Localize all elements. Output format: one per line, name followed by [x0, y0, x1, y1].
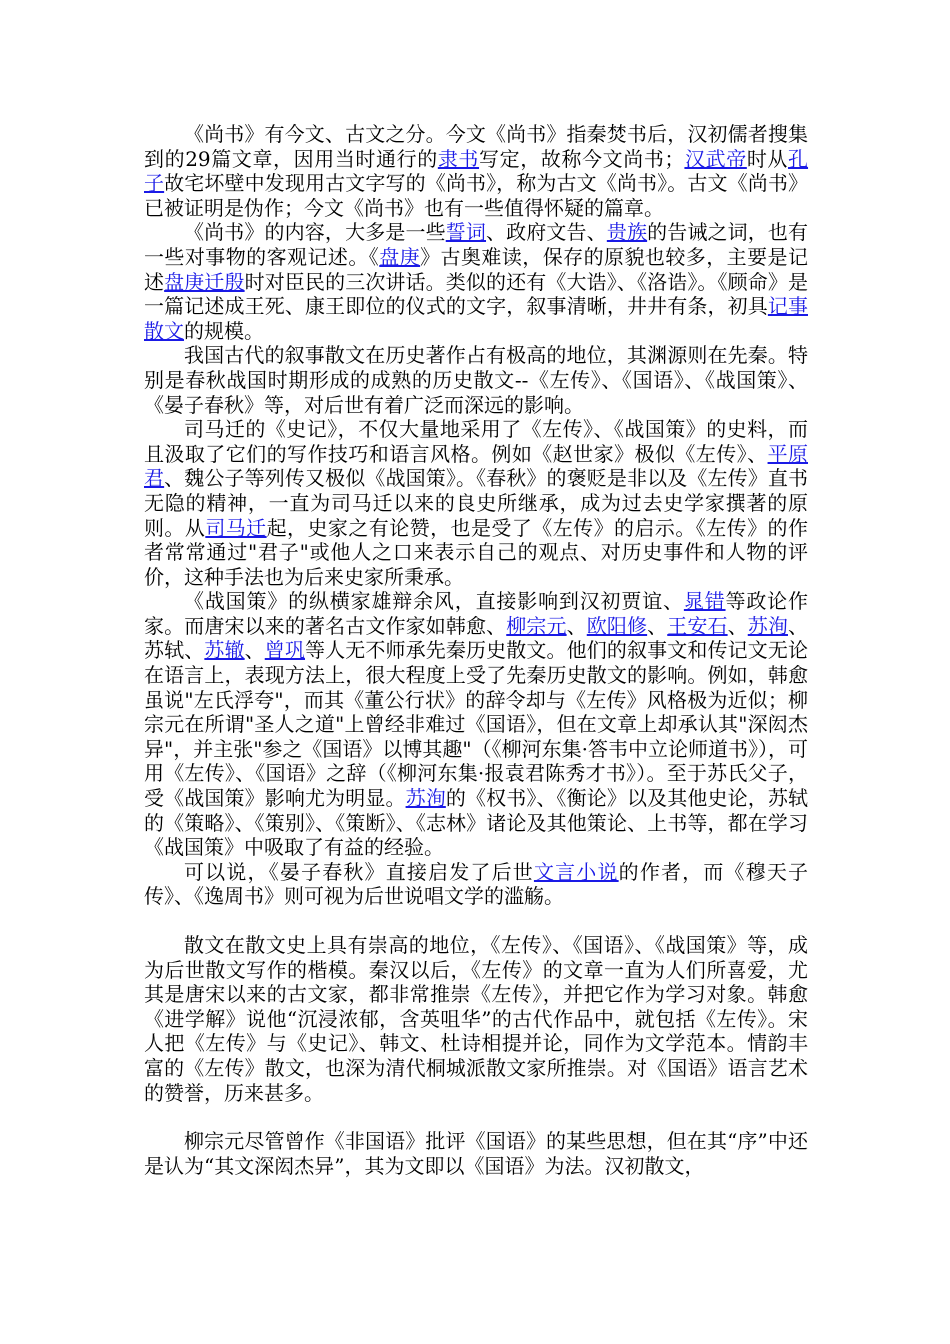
inline-link[interactable]: 孔子	[144, 146, 809, 196]
text-run: 、	[244, 638, 265, 663]
text-run: 时对臣民的三次讲话。类似的还有《大诰》、《洛诰》。《顾命》是一篇记述成王死、康王即位的仪式的文字，叙事清晰，井井有条，初具	[144, 269, 809, 319]
inline-link[interactable]: 王安石	[667, 613, 728, 638]
text-run: 、	[647, 613, 668, 638]
text-run: 、政府文告、	[486, 220, 607, 245]
paragraph	[144, 589, 808, 860]
paragraph	[144, 417, 808, 589]
text-run: 、苏轼、	[144, 613, 808, 663]
inline-link[interactable]: 誓词	[445, 220, 487, 245]
inline-link[interactable]: 贵族	[606, 220, 648, 245]
paragraph	[144, 860, 808, 909]
inline-link[interactable]: 汉武帝	[684, 146, 747, 171]
paragraph	[144, 933, 808, 1105]
inline-link[interactable]: 文言小说	[533, 859, 619, 884]
text-run: 、	[566, 613, 587, 638]
text-run: 我国古代的叙事散文在历史著作占有极高的地位，其渊源则在先秦。特别是春秋战国时期形成的成熟的历史散文--《左传》、《国语》、《战国策》、《晏子春秋》等，对后世有着广泛而深远的影响。	[144, 343, 808, 417]
inline-link[interactable]: 苏辙	[204, 638, 245, 663]
paragraph	[144, 220, 808, 343]
inline-link[interactable]: 司马迁	[205, 515, 267, 540]
inline-link[interactable]: 晁错	[683, 589, 726, 614]
text-run: 的告诫之词，也有一些对事物的客观记述。《	[144, 220, 809, 269]
text-run: 柳宗元尽管曾作《非国语》批评《国语》的某些思想，但在其“序”中还是认为“其文深闳杰异”，其为文即以《国语》为法。汉初散文，	[144, 1129, 808, 1178]
text-run: 《战国策》的纵横家雄辩余风，直接影响到汉初贾谊、	[184, 589, 684, 614]
inline-link[interactable]: 欧阳修	[586, 613, 648, 638]
text-run: 的作者，而《穆天子传》、《逸周书》则可视为后世说唱文学的滥觞。	[144, 859, 809, 909]
paragraph-gap	[144, 1105, 808, 1129]
inline-link[interactable]: 隶书	[437, 146, 480, 171]
paragraph-gap	[144, 909, 808, 933]
paragraph	[144, 122, 808, 220]
text-run: 的《权书》、《衡论》以及其他史论，苏轼的《策略》、《策别》、《策断》、《志林》诸论及其他策论、上书等，都在学习《战国策》中吸取了有益的经验。	[144, 786, 809, 860]
inline-link[interactable]: 平原君	[144, 441, 808, 491]
inline-link[interactable]: 苏洵	[405, 786, 446, 811]
text-run: 《尚书》的内容，大多是一些	[184, 220, 446, 245]
text-run: 司马迁的《史记》，不仅大量地采用了《左传》、《战国策》的史料，而且汲取了它们的写作技巧和语言风格。例如《赵世家》极似《左传》、	[144, 417, 808, 466]
text-run: 可以说，《晏子春秋》直接启发了后世	[184, 859, 534, 884]
inline-link[interactable]: 盘庚	[379, 244, 421, 269]
inline-link[interactable]: 记事散文	[144, 294, 808, 343]
text-run: 《尚书》有今文、古文之分。今文《尚书》指秦焚书后，汉初儒者搜集到的29篇文章，因用当时通行的	[144, 122, 808, 171]
text-run: 散文在散文史上具有崇高的地位，《左传》、《国语》、《战国策》等，成为后世散文写作的楷模。秦汉以后，《左传》的文章一直为人们所喜爱，尤其是唐宋以来的古文家，都非常推崇《左传》，并把它作为学习对象。韩愈《进学解》说他“沉浸浓郁，含英咀华”的古代作品中，就包括《左传》。宋人把《左传》与《史记》、韩文、杜诗相提并论，同作为文学范本。情韵丰富的《左传》散文，也深为清代桐城派散文家所推崇。对《国语》语言艺术的赞誉，历来甚多。	[144, 933, 808, 1105]
text-run: 、	[727, 613, 748, 638]
text-run: 的规模。	[184, 318, 264, 343]
inline-link[interactable]: 盘庚迁殷	[164, 269, 245, 294]
text-run: 起，史家之有论赞，也是受了《左传》的启示。《左传》的作者常常通过"君子"或他人之口来表示自己的观点、对历史事件和人物的评价，这种手法也为后来史家所秉承。	[144, 515, 808, 589]
text-run: 》古奥难读，保存的原貌也较多，主要是记述	[144, 244, 808, 294]
text-run: 时从	[746, 146, 789, 171]
text-run: 写定，故称今文尚书；	[479, 146, 685, 171]
inline-link[interactable]: 曾巩	[264, 638, 305, 663]
text-run: 、魏公子等列传又极似《战国策》。《春秋》的褒贬是非以及《左传》直书无隐的精神，一直为司马迁以来的良史所继承，成为过去史学家撰著的原则。从	[144, 466, 809, 540]
inline-link[interactable]: 苏洵	[747, 613, 788, 638]
inline-link[interactable]: 柳宗元	[506, 613, 567, 638]
document-body	[144, 122, 808, 1178]
paragraph	[144, 343, 808, 417]
paragraph	[144, 1129, 808, 1178]
text-run: 等人无不师承先秦历史散文。他们的叙事文和传记文无论在语言上，表现方法上，很大程度上受了先秦历史散文的影响。例如，韩愈虽说"左氏浮夸"，而其《董公行状》的辞令却与《左传》风格极为近似；柳宗元在所谓"圣人之道"上曾经非难过《国语》，但在文章上却承认其"深闳杰异"，并主张"参之《国语》以博其趣"（《柳河东集·答韦中立论师道书》），可用《左传》、《国语》之辞（《柳河东集·报袁君陈秀才书》）。至于苏氏父子，受《战国策》影响尤为明显。	[144, 638, 808, 811]
text-run: 等政论作家。而唐宋以来的著名古文作家如韩愈、	[144, 589, 809, 638]
text-run: 故宅坏壁中发现用古文字写的《尚书》，称为古文《尚书》。古文《尚书》已被证明是伪作；今文《尚书》也有一些值得怀疑的篇章。	[144, 171, 809, 220]
